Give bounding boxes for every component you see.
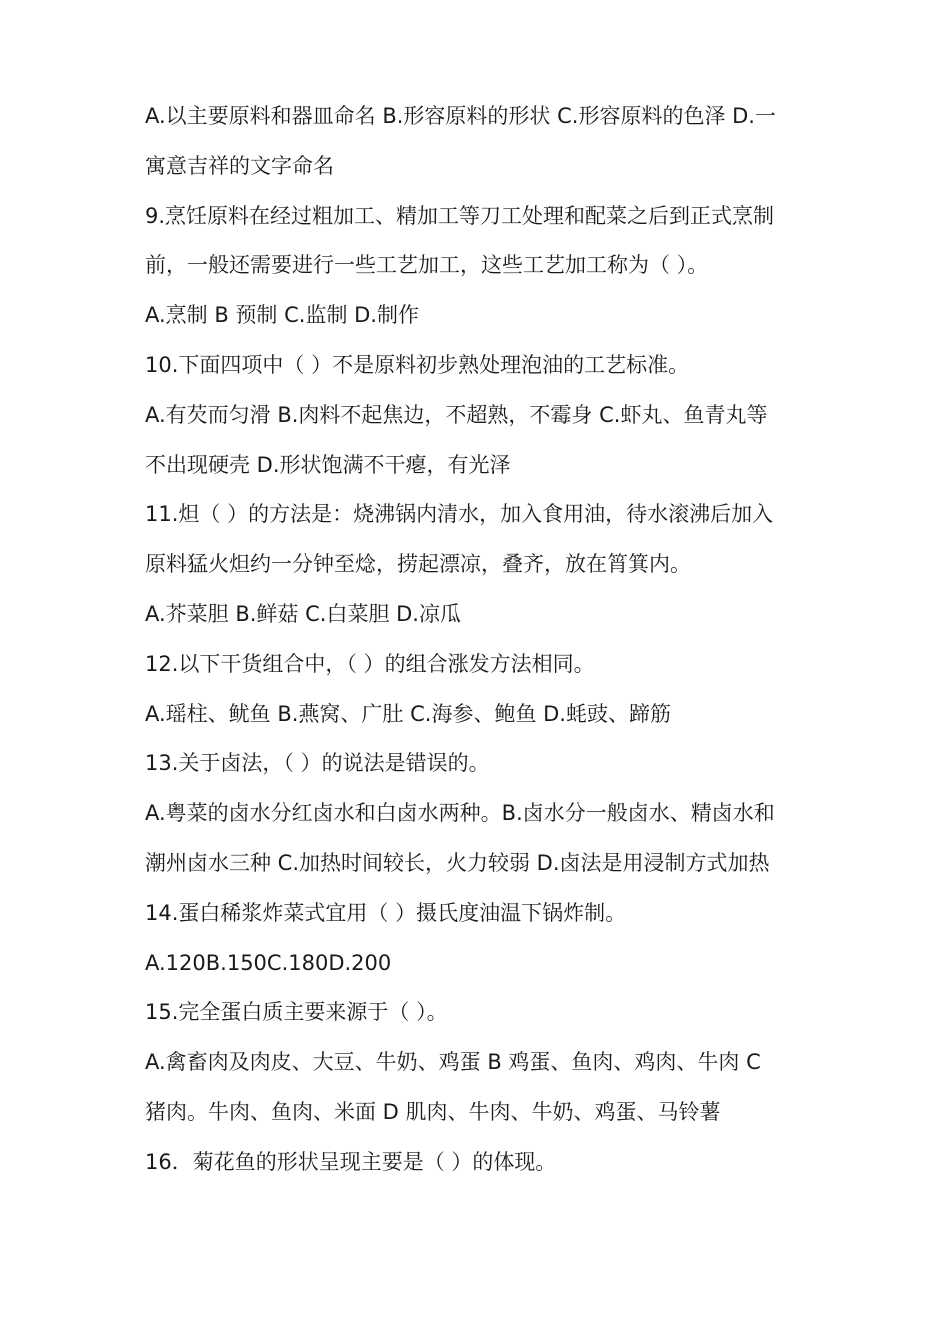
options-15: A.禽畜肉及肉皮、大豆、牛奶、鸡蛋 B 鸡蛋、鱼肉、鸡肉、牛肉 C <box>145 1050 761 1075</box>
question-10: 10.下面四项中（ ）不是原料初步熟处理泡油的工艺标准。 <box>145 352 690 377</box>
question-11: 11.炟（ ）的方法是：烧沸锅内清水，加入食用油，待水滚沸后加入 <box>145 502 774 527</box>
options-12: A.瑶柱、鱿鱼 B.燕窝、广肚 C.海参、鲍鱼 D.蚝豉、蹄筋 <box>145 701 671 726</box>
document-body <box>145 92 825 1188</box>
options-14: A.120B.150C.180D.200 <box>145 950 392 975</box>
question-11-cont: 原料猛火炟约一分钟至焾，捞起漂凉，叠齐，放在筲箕内。 <box>145 552 691 577</box>
question-13: 13.关于卤法，（ ）的说法是错误的。 <box>145 751 490 776</box>
question-9-cont: 前，一般还需要进行一些工艺加工，这些工艺加工称为（ ）。 <box>145 253 709 278</box>
options-10: A.有芡而匀滑 B.肉料不起焦边，不超熟，不霉身 C.虾丸、鱼青丸等 <box>145 402 768 427</box>
options-10-cont: 不出现硬壳 D.形状饱满不干瘪，有光泽 <box>145 452 511 477</box>
options-11: A.芥菜胆 B.鲜菇 C.白菜胆 D.凉瓜 <box>145 601 461 626</box>
question-12: 12.以下干货组合中，（ ）的组合涨发方法相同。 <box>145 651 595 676</box>
question-9: 9.烹饪原料在经过粗加工、精加工等刀工处理和配菜之后到正式烹制 <box>145 203 775 228</box>
question-15: 15.完全蛋白质主要来源于（ ）。 <box>145 1000 448 1025</box>
options-15-cont: 猪肉。牛肉、鱼肉、米面 D 肌肉、牛肉、牛奶、鸡蛋、马铃薯 <box>145 1099 721 1124</box>
question-14: 14.蛋白稀浆炸菜式宜用（ ）摄氏度油温下锅炸制。 <box>145 900 627 925</box>
question-16: 16．菊花鱼的形状呈现主要是（ ）的体现。 <box>145 1149 557 1174</box>
options-13: A.粤菜的卤水分红卤水和白卤水两种。B.卤水分一般卤水、精卤水和 <box>145 801 775 826</box>
option-line-q8: A.以主要原料和器皿命名 B.形容原料的形状 C.形容原料的色泽 D.一 <box>145 104 776 128</box>
option-line-q8-cont: 寓意吉祥的文字命名 <box>145 153 334 178</box>
options-13-cont: 潮州卤水三种 C.加热时间较长，火力较弱 D.卤法是用浸制方式加热 <box>145 850 770 875</box>
options-9: A.烹制 B 预制 C.监制 D.制作 <box>145 303 419 328</box>
